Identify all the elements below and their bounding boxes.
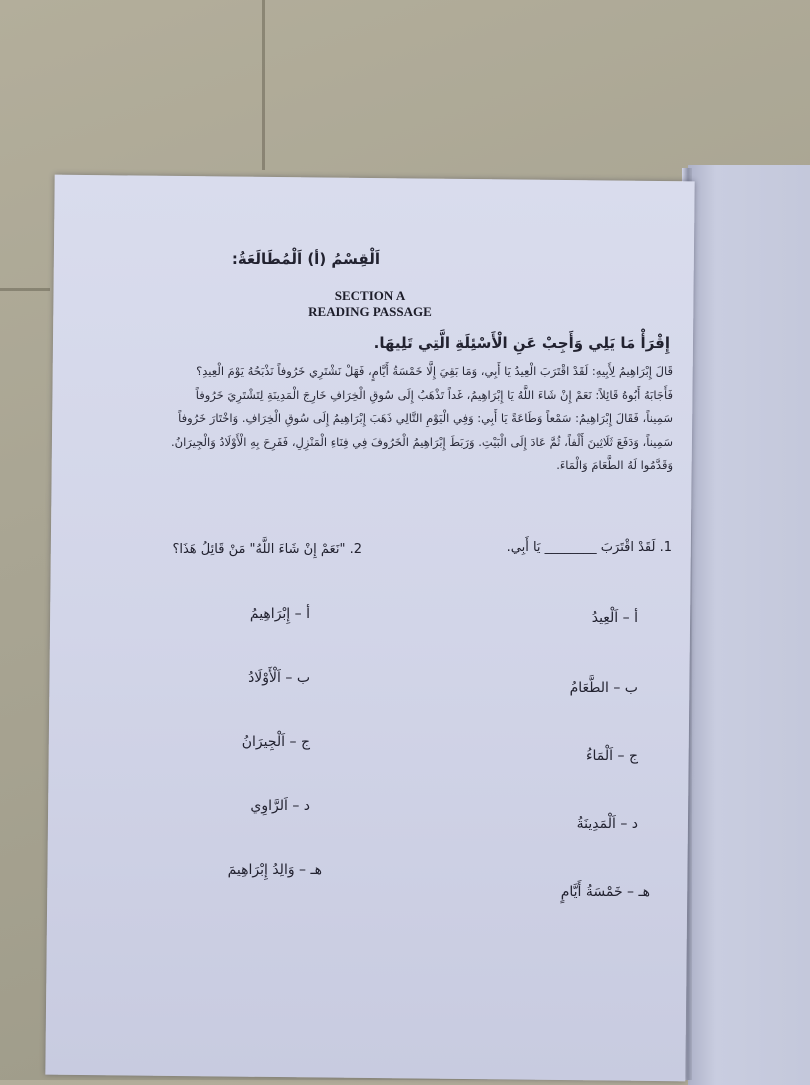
passage-line: سَمِيناً، فَقَالَ إِبْرَاهِيمُ: سَمْعاً وَطَاعَةً يَا أَبِي: وَفِي الْيَوْمِ التَّالِي ذَهَبَ إِبْرَاهِيمُ إِلَى سُوقِ الْخِرَافِ. وَاخْتَارَ خَرُوفاً [178, 411, 673, 425]
question-2 [150, 542, 362, 557]
passage-line: قَالَ إِبْرَاهِيمُ لِأَبِيهِ: لَقَدْ اقْتَرَبَ الْعِيدُ يَا أَبِي، وَمَا بَقِيَ إِلَّا خَمْسَةُ أَيَّامٍ، فَهَلْ نَشْتَرِي خَرُوفاً نَذْبَحُهُ يَوْمَ الْعِيدِ؟ [196, 364, 673, 378]
passage-line: وَقَدَّمُوا لَهُ الطَّعَامَ وَالْمَاءَ. [556, 458, 673, 472]
q1-option-c: ج – اَلْمَاءُ [585, 748, 638, 764]
q2-option-d: د – اَلرَّاوِي [250, 798, 310, 814]
floor-seam-vertical [262, 0, 265, 170]
q1-option-a: أ – اَلْعِيدُ [591, 610, 638, 626]
question-2-number: 2. [349, 542, 362, 557]
q1-option-b: ب – الطَّعَامُ [569, 680, 638, 696]
next-page [688, 165, 810, 1085]
floor-seam-horizontal [0, 288, 50, 291]
passage-line: فَأَجَابَهُ أَبُوهُ قَائِلاً: نَعَمْ إِنْ شَاءَ اللَّهُ يَا إِبْرَاهِيمُ، غَداً تَذْهَبُ إِلَى سُوقِ الْخِرَافِ خَارِجَ الْمَدِينَةِ لِتَشْتَرِيَ خَرُوفاً [195, 387, 673, 402]
q2-option-a: أ – إِبْرَاهِيمُ [249, 606, 310, 622]
question-1-number: 1. [659, 540, 672, 555]
question-2-text: "نَعَمْ إِنْ شَاءَ اللَّهُ" مَنْ قَائِلُ هَذَا؟ [172, 542, 346, 557]
instruction: إِقْرَأْ مَا يَلِي وَأَجِبْ عَنِ الْأَسْئِلَةِ الَّتِي تَلِيهَا. [373, 334, 670, 352]
q1-option-d: د – اَلْمَدِينَةُ [576, 816, 638, 832]
reading-passage [75, 360, 673, 478]
section-title-arabic: اَلْقِسْمُ (أ) اَلْمُطَالَعَةُ: [231, 250, 380, 268]
section-label: SECTION A [334, 288, 406, 303]
question-1 [440, 540, 672, 555]
q2-option-c: ج – اَلْجِيرَانُ [241, 734, 310, 750]
passage-line: سَمِيناً، وَدَفَعَ ثَلَاثِينَ أَلْفاً، ثُمَّ عَادَ إِلَى الْبَيْتِ. وَرَبَطَ إِبْرَاهِيمُ الْخَرُوفَ فِي فِنَاءِ الْمَنْزِلِ، فَفَرِحَ بِهِ الْأَوْلَادُ وَالْجِيرَانُ. [170, 434, 673, 449]
section-heading [300, 288, 440, 320]
q2-option-b: ب – اَلْأَوْلَادُ [248, 670, 310, 686]
reading-passage-label: READING PASSAGE [308, 304, 432, 319]
question-1-text: لَقَدْ اقْتَرَبَ ________ يَا أَبِي. [506, 540, 656, 555]
q2-option-e: هـ – وَالِدُ إِبْرَاهِيمَ [227, 862, 322, 878]
q1-option-e: هـ – خَمْسَةُ أَيَّامٍ [560, 884, 650, 900]
